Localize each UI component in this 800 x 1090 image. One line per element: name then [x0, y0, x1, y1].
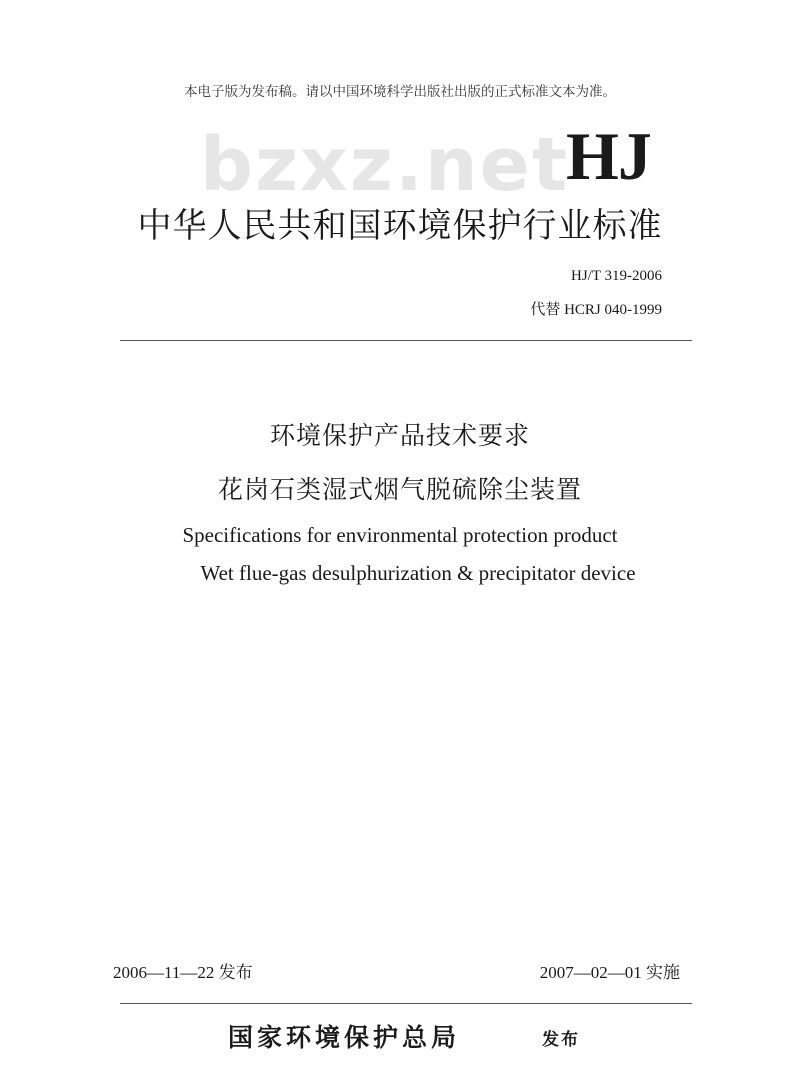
bottom-divider	[120, 1003, 692, 1004]
watermark: bzxz.net	[200, 122, 570, 208]
issuer-action-label: 发布	[542, 1030, 580, 1050]
standard-number: HJ/T 319-2006	[571, 268, 662, 284]
implementation-date: 2007—02—01 实施	[539, 963, 680, 982]
title-english-line-1: Specifications for environmental protection product	[182, 523, 618, 547]
standard-category-title: 中华人民共和国环境保护行业标准	[137, 206, 663, 246]
title-chinese-line-1: 环境保护产品技术要求	[269, 421, 530, 450]
title-chinese-line-2: 花岗石类湿式烟气脱硫除尘装置	[217, 475, 582, 504]
hj-logo: HJ	[566, 118, 651, 194]
replaces-standard: 代替 HCRJ 040-1999	[530, 302, 662, 318]
issue-date: 2006—11—22 发布	[113, 963, 253, 982]
title-english-line-2: Wet flue-gas desulphurization & precipitator device	[200, 561, 636, 585]
top-divider	[120, 340, 692, 341]
issuing-authority: 国家环境保护总局	[228, 1023, 461, 1052]
publication-notice: 本电子版为发布稿。请以中国环境科学出版社出版的正式标准文本为准。	[184, 84, 616, 100]
